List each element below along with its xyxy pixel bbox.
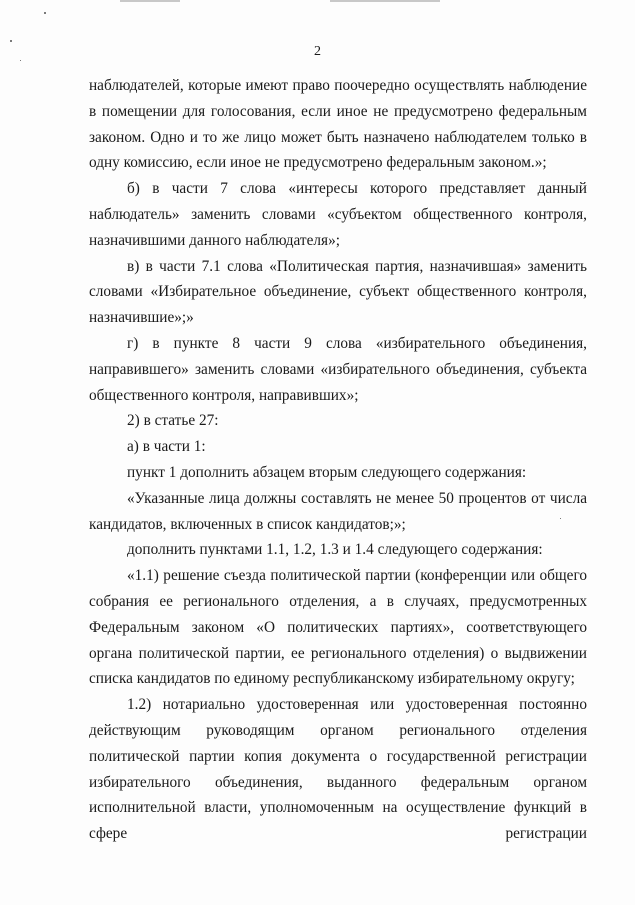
scan-artifact (20, 60, 21, 61)
document-body (89, 73, 587, 847)
paragraph-item-b: б) в части 7 слова «интересы которого представляет данный наблюдатель» заменить словами «субъектом общественного контроля, назначившими данного наблюдателя»; (89, 180, 587, 249)
paragraph-item-g: г) в пункте 8 части 9 слова «избирательного объединения, направившего» заменить словами «избирательного объединения, субъекта общественного контроля, направивших»; (89, 334, 587, 404)
paragraph-point-1: пункт 1 дополнить абзацем вторым следующего содержания: (127, 463, 527, 481)
page-number: 2 (314, 44, 321, 59)
scan-artifact (120, 0, 180, 2)
scan-artifact (330, 0, 440, 2)
paragraph-part-1: а) в части 1: (127, 438, 206, 456)
paragraph-point-1-2: 1.2) нотариально удостоверенная или удостоверенная постоянно действующим руководящим органом регионального отделения политической партии копия документа о государственной регистрации избирательного объединения, выданного федеральным органом исполнительной власти, уполномоченным на осуществление функций в сфере регистрации (89, 696, 587, 843)
paragraph-continuation: наблюдателей, которые имеют право поочередно осуществлять наблюдение в помещении для голосования, если иное не предусмотрено федеральным законом. Одно и то же лицо может быть назначено наблюдателем только в одну комиссию, если иное не предусмотрено федеральным законом.»; (89, 77, 587, 172)
paragraph-point-1-1: «1.1) решение съезда политической партии (конференции или общего собрания ее регионального отделения, а в случаях, предусмотренных Федеральным законом «О политических партиях», соответствующего органа политической партии, ее регионального отделения) о выдвижении списка кандидатов по единому республиканскому избирательному округу; (89, 567, 587, 688)
paragraph-article-27: 2) в статье 27: (127, 412, 219, 430)
paragraph-quote-50-percent: «Указанные лица должны составлять не менее 50 процентов от числа кандидатов, включенных в список кандидатов;»; (89, 489, 587, 533)
scan-artifact (10, 40, 12, 42)
paragraph-add-points: дополнить пунктами 1.1, 1.2, 1.3 и 1.4 следующего содержания: (127, 541, 543, 559)
paragraph-item-v: в) в части 7.1 слова «Политическая партия, назначившая» заменить словами «Избирательное объединение, субъект общественного контроля, назначившие»;» (89, 257, 587, 327)
scan-artifact (44, 12, 46, 14)
